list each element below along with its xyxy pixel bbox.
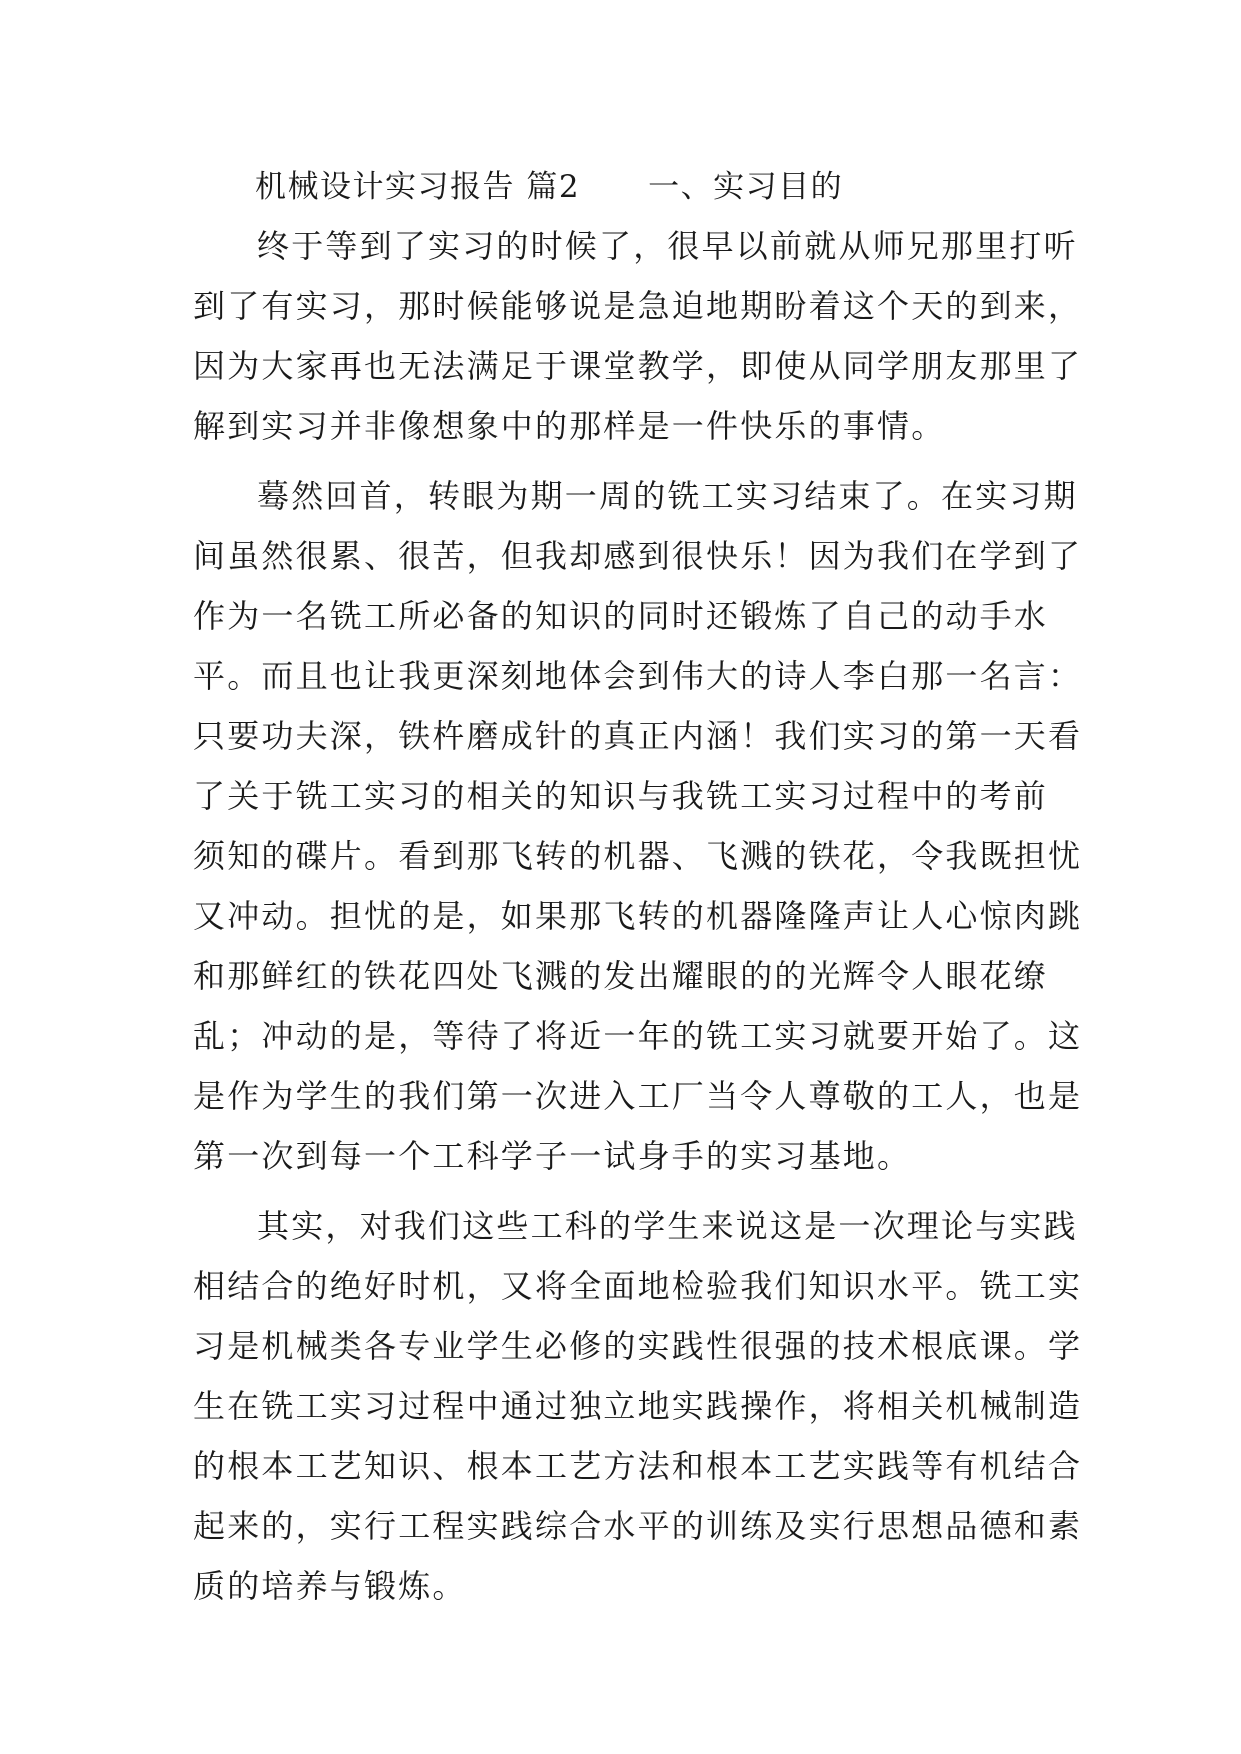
paragraph-line: 乱；冲动的是，等待了将近一年的铣工实习就要开始了。这: [193, 1017, 1083, 1055]
paragraph-line: 又冲动。担忧的是，如果那飞转的机器隆隆声让人心惊肉跳: [193, 897, 1083, 935]
paragraph-line: 了关于铣工实习的相关的知识与我铣工实习过程中的考前: [193, 777, 1049, 815]
paragraph-line: 起来的，实行工程实践综合水平的训练及实行思想品德和素: [193, 1507, 1083, 1545]
paragraph-1: [193, 216, 1083, 456]
paragraph-line: 是作为学生的我们第一次进入工厂当令人尊敬的工人，也是: [193, 1077, 1083, 1115]
paragraph-line: 解到实习并非像想象中的那样是一件快乐的事情。: [193, 407, 946, 445]
report-body: [193, 158, 1083, 1616]
paragraph-3: [193, 1196, 1083, 1616]
report-title: 机械设计实习报告 篇2: [255, 169, 581, 205]
paragraph-line: 须知的碟片。看到那飞转的机器、飞溅的铁花，令我既担忧: [193, 837, 1083, 875]
paragraph-line: 的根本工艺知识、根本工艺方法和根本工艺实践等有机结合: [193, 1447, 1083, 1485]
paragraph-line: 生在铣工实习过程中通过独立地实践操作，将相关机械制造: [193, 1387, 1083, 1425]
paragraph-line: 相结合的绝好时机，又将全面地检验我们知识水平。铣工实: [193, 1267, 1083, 1305]
paragraph-line: 质的培养与锻炼。: [193, 1567, 467, 1605]
paragraph-line: 因为大家再也无法满足于课堂教学，即使从同学朋友那里了: [193, 347, 1083, 385]
paragraph-line: 到了有实习，那时候能够说是急迫地期盼着这个天的到来，: [193, 287, 1083, 325]
section-heading: 一、实习目的: [648, 169, 844, 205]
paragraph-line: 第一次到每一个工科学子一试身手的实习基地。: [193, 1137, 912, 1175]
report-heading: [193, 158, 1063, 216]
paragraph-line: 和那鲜红的铁花四处飞溅的发出耀眼的的光辉令人眼花缭: [193, 957, 1049, 995]
paragraph-2: [193, 466, 1083, 1186]
paragraph-line: 作为一名铣工所必备的知识的同时还锻炼了自己的动手水: [193, 597, 1049, 635]
paragraph-line: 只要功夫深，铁杵磨成针的真正内涵！我们实习的第一天看: [193, 717, 1083, 755]
paragraph-line: 蓦然回首，转眼为期一周的铣工实习结束了。在实习期: [257, 477, 1078, 515]
paragraph-line: 间虽然很累、很苦，但我却感到很快乐！因为我们在学到了: [193, 537, 1083, 575]
paragraph-line: 平。而且也让我更深刻地体会到伟大的诗人李白那一名言：: [193, 657, 1083, 695]
paragraph-line: 习是机械类各专业学生必修的实践性很强的技术根底课。学: [193, 1327, 1083, 1365]
paragraph-line: 终于等到了实习的时候了，很早以前就从师兄那里打听: [257, 227, 1078, 265]
paragraph-line: 其实，对我们这些工科的学生来说这是一次理论与实践: [257, 1207, 1078, 1245]
